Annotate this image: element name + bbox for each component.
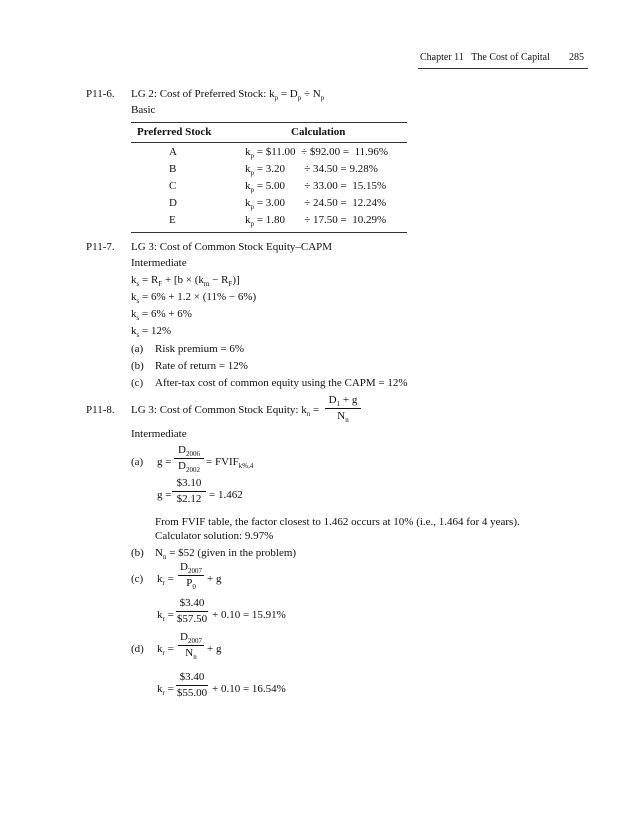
c-fraction-2: $3.40 $57.50 xyxy=(176,597,208,625)
problem-id-p11-8: P11-8. xyxy=(86,404,115,416)
difficulty-level: Intermediate xyxy=(131,428,187,440)
table-header-rule xyxy=(131,142,407,143)
a-explanation-1: From FVIF table, the factor closest to 1.462 occurs at 10% (i.e., 1.464 for 4 years). xyxy=(155,516,520,528)
table-row-calc: $k_p = 3.20$ ÷ 34.50 = 9.28% xyxy=(245,163,378,178)
answer-text: After-tax cost of common equity using the CAPM = 12% xyxy=(155,377,408,389)
table-header-calculation: Calculation xyxy=(291,126,346,138)
table-header-stock: Preferred Stock xyxy=(137,126,212,138)
title-fraction: $D_1 + g$ $N_n$ xyxy=(325,394,361,422)
a-g-label-2: g = xyxy=(157,489,172,501)
capm-equation-2: $k_s = 6\% + 1.2 \times (11\% - 6\%)$ xyxy=(131,291,257,306)
c-kr-label-2: $k_r$ = xyxy=(157,609,174,624)
answer-label: (b) xyxy=(131,360,144,372)
table-row: E xyxy=(169,214,176,226)
c-result: + 0.10 = 15.91% xyxy=(212,609,286,621)
difficulty-level: Basic xyxy=(131,104,156,116)
table-row: A xyxy=(169,146,177,158)
answer-label: (c) xyxy=(131,377,144,389)
part-label-d: (d) xyxy=(131,643,144,655)
table-row-calc: $k_p = 3.00$ ÷ 24.50 = 12.24% xyxy=(245,197,387,212)
part-label-b: (b) xyxy=(131,547,144,559)
a-fraction: $D_{2006}$ $D_{2002}$ xyxy=(174,444,204,472)
problem-title-p11-6: LG 2: Cost of Preferred Stock: $k_p = D_p \div N_p$ xyxy=(131,88,325,103)
answer-text: Rate of return = 12% xyxy=(155,360,248,372)
d-fraction-2: $3.40 $55.00 xyxy=(176,671,208,699)
d-kr-label-2: $k_r$ = xyxy=(157,683,174,698)
page-number: 285 xyxy=(569,52,584,63)
difficulty-level: Intermediate xyxy=(131,257,187,269)
table-row: C xyxy=(169,180,177,192)
capm-equation-1: $k_s = R_F + [b \times (k_m - R_F)]$ xyxy=(131,274,240,289)
a-explanation-2: Calculator solution: 9.97% xyxy=(155,530,274,542)
table-top-rule xyxy=(131,122,407,123)
chapter-title: The Cost of Capital xyxy=(471,52,550,63)
table-bottom-rule xyxy=(131,232,407,233)
header-rule xyxy=(418,68,588,69)
b-text: $N_n$ = $52 (given in the problem) xyxy=(155,547,297,562)
c-kr-label: $k_r$ = xyxy=(157,573,174,588)
c-plus-g: + g xyxy=(207,573,222,585)
capm-equation-4: $k_s = 12\%$ xyxy=(131,325,172,340)
c-fraction: $D_{2007}$ $P_0$ xyxy=(178,561,204,589)
running-header xyxy=(420,52,550,63)
a-fvif: = $FVIF_{k\%,4}$ xyxy=(206,456,254,471)
table-row-calc: $k_p = 1.80$ ÷ 17.50 = 10.29% xyxy=(245,214,387,229)
problem-id-p11-7: P11-7. xyxy=(86,241,115,253)
capm-equation-3: $k_s = 6\% + 6\%$ xyxy=(131,308,192,323)
answer-label: (a) xyxy=(131,343,144,355)
a-result: = 1.462 xyxy=(209,489,243,501)
d-plus-g: + g xyxy=(207,643,222,655)
d-fraction: $D_{2007}$ $N_n$ xyxy=(178,631,204,659)
answer-text: Risk premium = 6% xyxy=(155,343,245,355)
d-result: + 0.10 = 16.54% xyxy=(212,683,286,695)
a-fraction-2: $3.10 $2.12 xyxy=(172,477,206,505)
table-row-calc: $k_p = 5.00$ ÷ 33.00 = 15.15% xyxy=(245,180,387,195)
problem-title-p11-8: LG 3: Cost of Common Stock Equity: $k_n$ = xyxy=(131,404,320,419)
problem-id-p11-6: P11-6. xyxy=(86,88,115,100)
part-label-a: (a) xyxy=(131,456,144,468)
part-label-c: (c) xyxy=(131,573,144,585)
table-row: D xyxy=(169,197,177,209)
chapter-label: Chapter 11 xyxy=(420,52,464,63)
problem-title-p11-7: LG 3: Cost of Common Stock Equity–CAPM xyxy=(131,241,333,253)
d-kr-label: $k_r$ = xyxy=(157,643,174,658)
table-row-calc: $k_p$ = $11.00 ÷ $92.00 = 11.96% xyxy=(245,146,389,161)
table-row: B xyxy=(169,163,177,175)
a-g-label: g = xyxy=(157,456,172,468)
